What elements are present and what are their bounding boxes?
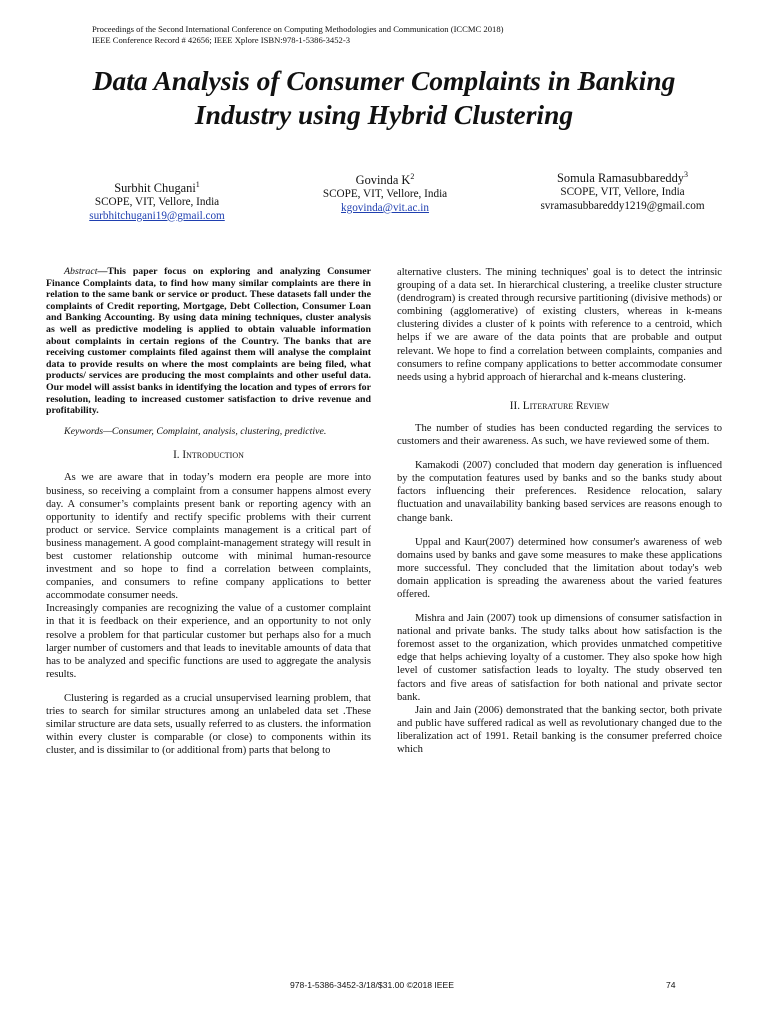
left-column [46, 266, 371, 757]
abstract [46, 266, 371, 417]
intro-paragraph-1: As we are aware that in today’s modern era people are more into business, so receiving a complaint from a consumer happens almost every day. A consumer’s complaints present bank or reporting agency with an opportunity to identify and rectify specific problems with their current product or service. Service complaints management is a critical part of business management. A good complaint-management strategy will result in best customer relationship outcome with minimal human-resource investment and so hope to find a correlation between complaints, companies, and consumers to refine company applications to better accommodate consumer needs. [46, 472, 371, 602]
author-email: svramasubbareddy1219@gmail.com [540, 199, 705, 212]
lit-paragraph-1: The number of studies has been conducted regarding the services to customers and their awareness. As such, we have reviewed some of them. [397, 422, 722, 448]
lit-paragraph-3: Uppal and Kaur(2007) determined how consumer's awareness of web domains used by banks and gave some measures to make these applications more successful. They concluded that the limitation about today's web domain application is spreading the awareness about the varied features offered. [397, 536, 722, 600]
title-line-2: Industry using Hybrid Clustering [194, 99, 574, 130]
title-line-1: Data Analysis of Consumer Complaints in Banking [92, 65, 676, 96]
author-affiliation: SCOPE, VIT, Vellore, India [94, 196, 220, 209]
copyright-notice: 978-1-5386-3452-3/18/$31.00 ©2018 IEEE [290, 980, 455, 990]
author-email-link[interactable]: kgovinda@vit.ac.in [341, 201, 429, 214]
intro-continuation: alternative clusters. The mining techniques' goal is to detect the intrinsic grouping of a data set. In hierarchical clustering, a treelike cluster structure (dendrogram) is created through recursive partitioning (divisive methods) or combining (agglomerative) of existing clusters, whereas in k-means clustering divides a cluster of k points with reference to a centroid, which helps if we are aware of the data points that are probable and output relevant. We hope to find a correlation between complaints, companies and consumers to refine company applications to better accommodate consumer needs using a hybrid approach of hierarchal and k-means clustering. [397, 267, 722, 383]
author-name: Govinda K [355, 173, 411, 188]
conference-header [92, 24, 503, 46]
author-1 [52, 177, 262, 223]
author-email-link[interactable]: surbhitchugani19@gmail.com [89, 209, 225, 222]
author-name: Surbhit Chugani [114, 181, 196, 196]
section-heading-literature-review: II. Literature Review [509, 399, 610, 412]
author-sup: 2 [410, 172, 415, 181]
abstract-text: —This paper focus on exploring and analyzing Consumer Finance Complaints data, to find how many similar complaints are there in relation to the same bank or service or product. These datasets fall under the complaints of Credit reporting, Mortgage, Debt Collection, Consumer Loan and Banking Accounting. By using data mining techniques, cluster analysis as well as predictive modeling is applied to obtain valuable information about complaints in certain regions of the Country. The banks that are receiving customer complaints filed against them will analyse the complaint data to provide results on where the most complaints are being filed, what products/ services are producing the most complaints and other useful data. Our model will assist banks in identifying the location and types of errors for resolution, leading to increased customer satisfaction to drive revenue and profitability. [46, 266, 371, 417]
author-3 [510, 167, 735, 213]
author-affiliation: SCOPE, VIT, Vellore, India [560, 186, 685, 199]
author-affiliation: SCOPE, VIT, Vellore, India [322, 188, 448, 201]
header-line-2: IEEE Conference Record # 42656; IEEE Xplore ISBN:978-1-5386-3452-3 [92, 35, 350, 45]
lit-paragraph-5: Jain and Jain (2006) demonstrated that the banking sector, both private and public have suffered radical as well as revolutionary changed due to the liberalization act of 1991. Retail banking is the consumer preferred choice which [397, 704, 722, 755]
author-sup: 1 [195, 180, 200, 189]
abstract-label: Abstract [64, 266, 98, 277]
lit-paragraph-2: Kamakodi (2007) concluded that modern day generation is influenced by the computation features used by banks and so the banks study about factors influencing their preferences. Residence relocation, salary fluctuation and unavailability banking based services are reasons enough to change bank. [397, 460, 722, 524]
intro-paragraph-2: Increasingly companies are recognizing the value of a customer complaint in that it is feedback on their experience, and an opportunity to not only resolve a problem for that particular customer but perhaps also for a much larger number of customers and that leads to inevitable amounts of data that has to be analyzed and specific functions are used to aggregate the analysis results. [46, 603, 371, 680]
keywords: Keywords—Consumer, Complaint, analysis, clustering, predictive. [64, 425, 327, 437]
page-number: 74 [666, 980, 676, 990]
intro-paragraph-3: Clustering is regarded as a crucial unsupervised learning problem, that tries to search for similar structures among an unlabeled data set .These similar structure are data sets, usually referred to as clusters. the information within every cluster is comparable (or close) to components within its cluster, and is dissimilar to (or additional from) parts that belong to [46, 692, 371, 757]
author-sup: 3 [683, 170, 688, 179]
right-column [397, 266, 722, 756]
paper-title [30, 64, 738, 132]
author-2 [280, 169, 490, 215]
lit-paragraph-4: Mishra and Jain (2007) took up dimensions of consumer satisfaction in national and private banks. The study talks about how satisfaction is the foremost asset to the organization, which provides unmatched competitive edge that helps achieving loyalty of a customer. They also spoke how high level of customer satisfaction leads to loyalty. The study observed ten factors and five areas of satisfaction for both national and private sector bank. [397, 613, 722, 703]
section-heading-introduction: I. Introduction [173, 449, 244, 462]
header-line-1: Proceedings of the Second International Conference on Computing Methodologies and Communication (ICCMC 2018) [92, 24, 504, 34]
author-name: Somula Ramasubbareddy [557, 171, 684, 186]
